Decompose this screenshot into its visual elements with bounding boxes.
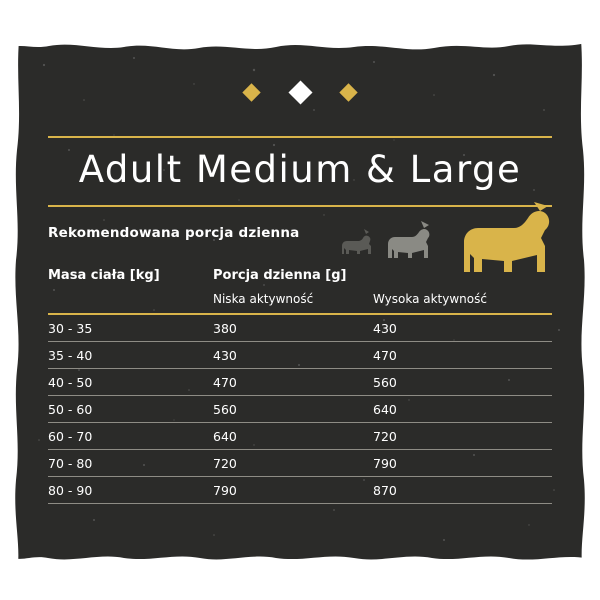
feeding-table [48,268,552,504]
cell-weight: 35 - 40 [48,347,93,363]
cell-low: 560 [213,401,237,417]
cell-low: 720 [213,455,237,471]
table-row [48,450,552,477]
table-row [48,477,552,504]
table-row [48,396,552,423]
subheader-low-activity: Niska aktywność [213,292,314,306]
cell-weight: 60 - 70 [48,428,93,444]
cell-high: 470 [373,347,397,363]
small-dog-silhouette [342,229,371,254]
diamond-gold-left-icon [243,83,261,101]
cell-low: 790 [213,482,237,498]
cell-weight: 30 - 35 [48,320,93,336]
chalkboard-panel [14,40,586,565]
cell-low: 430 [213,347,237,363]
subtitle: Rekomendowana porcja dzienna [48,225,300,241]
medium-dog-silhouette [388,221,429,258]
title-rule-top [48,136,552,138]
table-subheader-row [48,292,552,313]
cell-weight: 40 - 50 [48,374,93,390]
page-title: Adult Medium & Large [78,148,522,191]
cell-weight: 50 - 60 [48,401,93,417]
table-header-row [48,268,552,283]
cell-weight: 70 - 80 [48,455,93,471]
diamond-ornaments [14,82,586,99]
title-block [48,122,552,207]
cell-low: 640 [213,428,237,444]
large-dog-silhouette [464,202,549,272]
diamond-gold-right-icon [339,83,357,101]
table-row [48,342,552,369]
cell-high: 870 [373,482,397,498]
cell-high: 430 [373,320,397,336]
table-row [48,315,552,342]
cell-low: 380 [213,320,237,336]
table-row [48,423,552,450]
diamond-white-center-icon [288,80,312,104]
cell-high: 720 [373,428,397,444]
header-portion: Porcja dzienna [g] [213,268,347,283]
poster-content [14,40,586,565]
cell-high: 790 [373,455,397,471]
table-row [48,369,552,396]
header-portion-spacer [373,268,552,283]
dog-silhouettes [336,202,556,274]
row-divider-last [48,503,552,504]
cell-weight: 80 - 90 [48,482,93,498]
subheader-high-activity: Wysoka aktywność [373,292,487,306]
cell-high: 640 [373,401,397,417]
cell-high: 560 [373,374,397,390]
subheader-blank [48,292,213,306]
cell-low: 470 [213,374,237,390]
header-weight: Masa ciała [kg] [48,268,160,283]
